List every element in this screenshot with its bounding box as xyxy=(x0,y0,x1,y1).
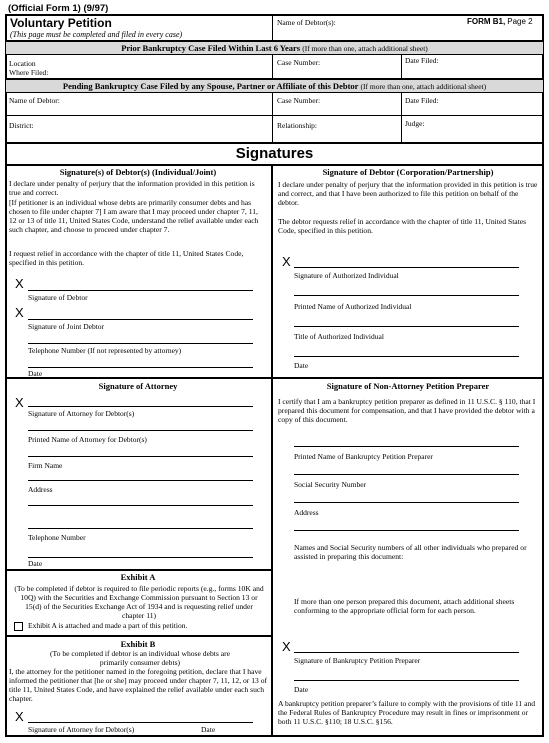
preparer-ssn-line[interactable] xyxy=(294,474,519,475)
corporation-text-2: The debtor requests relief in accordance with the chapter of title 11, United States Code, specified in this petition. xyxy=(278,217,527,236)
exhibit-b-text: I, the attorney for the petitioner named in the foregoing petition, declare that I have informed the petitioner that [he or she] may proceed under chapter 7, 11, 12, or 13 of title 11, United States Code, and have explained the relief available under each such chapter. xyxy=(9,667,268,704)
individual-date-label: Date xyxy=(28,369,43,378)
individual-x-1: X xyxy=(15,276,24,291)
attorney-date-line[interactable] xyxy=(28,557,253,558)
judge-label: Judge: xyxy=(405,119,425,128)
individual-text-1: I declare under penalty of perjury that the information provided in this petition is true and correct. xyxy=(9,179,255,198)
prior-date-filed-label: Date Filed: xyxy=(405,56,439,65)
attorney-address-line-2[interactable] xyxy=(28,505,253,506)
attorney-address-line-3[interactable] xyxy=(28,528,253,529)
authorized-signature-label: Signature of Authorized Individual xyxy=(294,271,399,280)
individual-text-3: I request relief in accordance with the chapter of title 11, United States Code, specified in this petition. xyxy=(9,249,244,268)
exhibit-b-signature-label: Signature of Attorney for Debtor(s) xyxy=(28,725,135,734)
individual-text-2: [If petitioner is an individual whose debts are primarily consumer debts and has chosen to file under chapter 7] I am aware that I may proceed under chapter 7, 11, 12 or 13 of title 11, United States Code, understand the relief available under each such chapter, and choose to proceed under chapter 7. xyxy=(9,198,259,235)
debtor-signature-line[interactable] xyxy=(28,290,253,291)
attorney-heading: Signature of Attorney xyxy=(98,381,178,391)
attorney-signature-line[interactable] xyxy=(28,406,253,407)
exhibit-b-date-label: Date xyxy=(201,725,216,734)
page-title: Voluntary Petition xyxy=(10,16,112,30)
attorney-date-label: Date xyxy=(28,559,43,568)
attorney-telephone-label: Telephone Number xyxy=(28,533,86,542)
authorized-signature-line[interactable] xyxy=(294,267,519,268)
joint-signature-label: Signature of Joint Debtor xyxy=(28,322,105,331)
firm-name-label: Firm Name xyxy=(28,461,63,470)
individual-date-line[interactable] xyxy=(28,367,253,368)
authorized-printed-name-line[interactable] xyxy=(294,295,519,296)
attorney-address-label: Address xyxy=(28,485,53,494)
corporation-date-label: Date xyxy=(294,361,309,370)
form-page-label: FORM B1, Page 2 xyxy=(467,17,533,26)
exhibit-a-text: (To be completed if debtor is required to file periodic reports (e.g., forms 10K and 10Q) with the Securities and Exchange Commission pursuant to Section 13 or 15(d) of the Securities Exchange Act of 1934 and is requesting relief under chapter 11) xyxy=(14,584,264,621)
attorney-printed-name-label: Printed Name of Attorney for Debtor(s) xyxy=(28,435,147,444)
joint-signature-line[interactable] xyxy=(28,319,253,320)
preparer-address-line-2[interactable] xyxy=(294,530,519,531)
authorized-title-label: Title of Authorized Individual xyxy=(294,332,384,341)
individual-heading: Signature(s) of Debtor(s) (Individual/Joint) xyxy=(59,167,217,177)
pending-case-heading: Pending Bankruptcy Case Filed by any Spouse, Partner or Affiliate of this Debtor (If more than one, attach additional sheet) xyxy=(62,81,487,91)
individual-telephone-line[interactable] xyxy=(28,343,253,344)
exhibit-a-checkbox[interactable] xyxy=(14,622,23,631)
prior-case-number-label: Case Number: xyxy=(277,58,321,67)
pending-case-number-label: Case Number: xyxy=(277,96,321,105)
preparer-printed-name-line[interactable] xyxy=(294,446,519,447)
preparer-address-line[interactable] xyxy=(294,502,519,503)
preparer-address-label: Address xyxy=(294,508,319,517)
preparer-printed-name-label: Printed Name of Bankruptcy Petition Preparer xyxy=(294,452,433,461)
debtor-name-label: Name of Debtor(s): xyxy=(277,18,336,27)
authorized-title-line[interactable] xyxy=(294,326,519,327)
corporation-x: X xyxy=(282,254,291,269)
attorney-signature-label: Signature of Attorney for Debtor(s) xyxy=(28,409,135,418)
preparer-warning: A bankruptcy petition preparer’s failure to comply with the provisions of title 11 and the Federal Rules of Bankruptcy Procedure may result in fines or imprisonment or both 11 U.S.C. §110; 18 U.S.C. §156. xyxy=(278,699,536,727)
district-label: District: xyxy=(9,121,34,130)
preparer-more-text: If more than one person prepared this document, attach additional sheets conforming to the appropriate official form for each person. xyxy=(294,597,515,616)
pending-date-filed-label: Date Filed: xyxy=(405,96,439,105)
preparer-x: X xyxy=(282,639,291,654)
firm-name-line[interactable] xyxy=(28,456,253,457)
pending-name-label: Name of Debtor: xyxy=(9,96,60,105)
preparer-text-1: I certify that I am a bankruptcy petition preparer as defined in 11 U.S.C. § 110, that I prepared this document for compensation, and that I have provided the debtor with a copy of this document. xyxy=(278,397,536,425)
form-id: (Official Form 1) (9/97) xyxy=(8,3,109,14)
preparer-ssn-label: Social Security Number xyxy=(294,480,367,489)
attorney-address-line[interactable] xyxy=(28,480,253,481)
preparer-signature-line[interactable] xyxy=(294,652,519,653)
exhibit-a-checkbox-label: Exhibit A is attached and made a part of this petition. xyxy=(28,621,188,630)
exhibit-b-signature-line[interactable] xyxy=(28,722,253,723)
preparer-date-line[interactable] xyxy=(294,680,519,681)
exhibit-b-x: X xyxy=(15,709,24,724)
debtor-signature-label: Signature of Debtor xyxy=(28,293,88,302)
individual-telephone-label: Telephone Number (If not represented by attorney) xyxy=(28,346,182,355)
preparer-others-text: Names and Social Security numbers of all other individuals who prepared or assisted in preparing this document: xyxy=(294,543,527,562)
prior-case-heading: Prior Bankruptcy Case Filed Within Last 6 Years (If more than one, attach additional sheet) xyxy=(121,43,428,53)
corporation-heading: Signature of Debtor (Corporation/Partnership) xyxy=(322,167,494,177)
relationship-label: Relationship: xyxy=(277,121,317,130)
exhibit-a-heading: Exhibit A xyxy=(120,572,156,582)
exhibit-b-subheading: (To be completed if debtor is an individual whose debts are primarily consumer debts) xyxy=(50,649,230,668)
exhibit-b-heading: Exhibit B xyxy=(120,639,156,649)
preparer-signature-label: Signature of Bankruptcy Petition Preparer xyxy=(294,656,421,665)
attorney-printed-name-line[interactable] xyxy=(28,430,253,431)
individual-x-2: X xyxy=(15,305,24,320)
attorney-x: X xyxy=(15,395,24,410)
page-subtitle: (This page must be completed and filed in every case) xyxy=(10,30,183,39)
preparer-date-label: Date xyxy=(294,685,309,694)
signatures-title: Signatures xyxy=(235,145,314,162)
corporation-text-1: I declare under penalty of perjury that the information provided in this petition is true and correct, and that I have been authorized to file this petition on behalf of the debtor. xyxy=(278,180,538,208)
authorized-printed-name-label: Printed Name of Authorized Individual xyxy=(294,302,412,311)
corporation-date-line[interactable] xyxy=(294,356,519,357)
location-label: Location xyxy=(9,59,36,68)
preparer-heading: Signature of Non-Attorney Petition Preparer xyxy=(326,381,490,391)
where-filed-label: Where Filed: xyxy=(9,68,49,77)
